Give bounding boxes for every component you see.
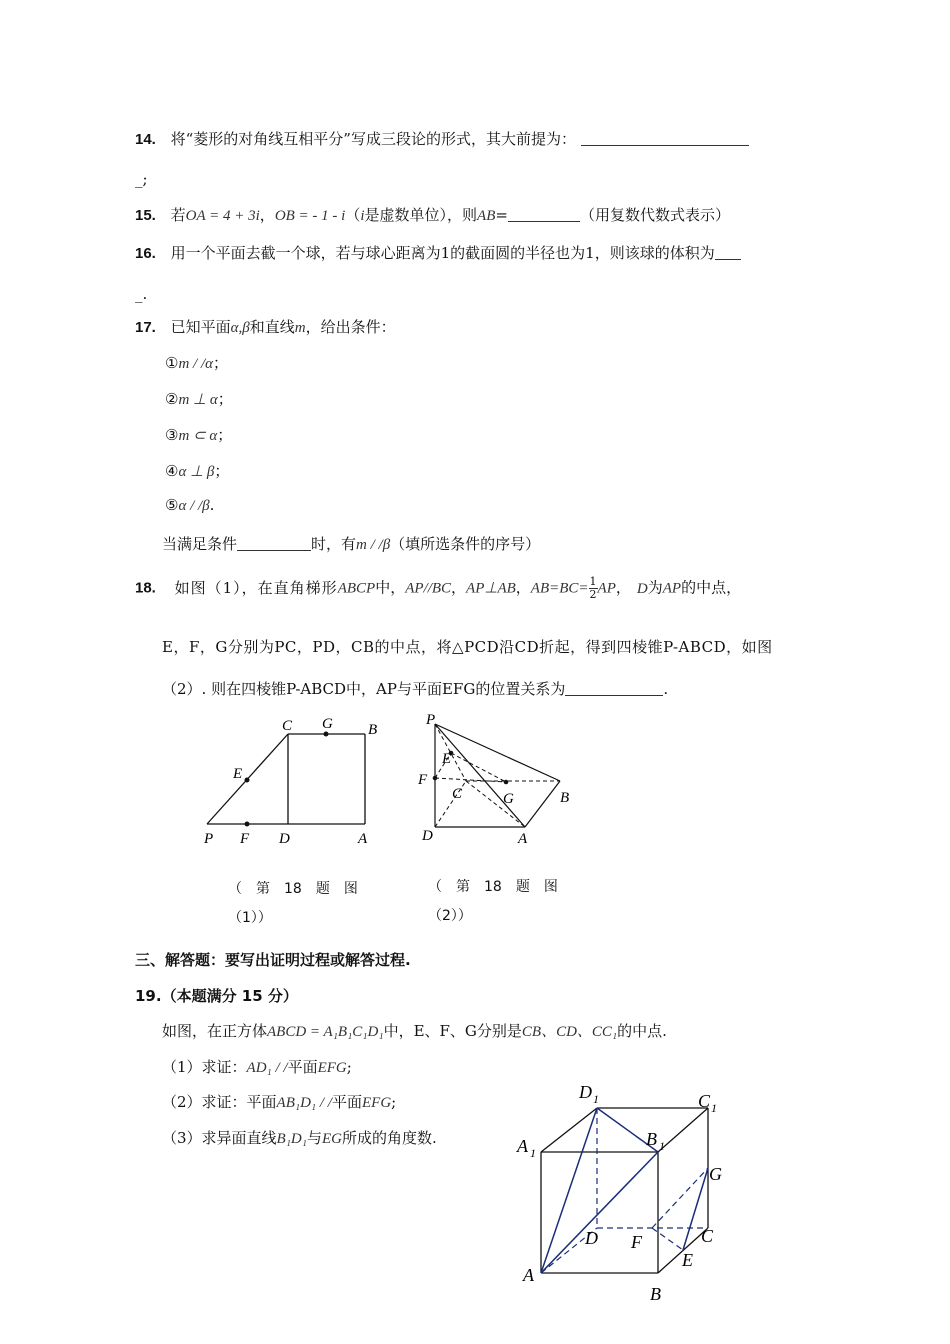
mark: ① xyxy=(165,354,179,372)
text: AB=BC= xyxy=(530,580,589,597)
answer-blank xyxy=(565,681,663,696)
caption-2a: （ 第 18 题 图 xyxy=(428,879,558,895)
caption-2b: （2）） xyxy=(428,908,472,924)
label-f: F xyxy=(418,772,428,788)
text: ， xyxy=(451,578,467,597)
text: ， xyxy=(615,578,631,597)
text: ，给出条件： xyxy=(305,318,396,336)
label-p: P xyxy=(204,831,214,847)
label-a1: A xyxy=(517,1136,528,1156)
label-c1: C xyxy=(698,1091,711,1111)
figure-19-cube xyxy=(505,1078,745,1308)
text: 平面 xyxy=(287,1058,318,1076)
text: 所成的角度数. xyxy=(342,1129,437,1147)
q17-tail xyxy=(162,533,540,554)
text: （用复数代数式表示） xyxy=(579,206,730,224)
section-title: 三、解答题：要写出证明过程或解答过程. xyxy=(135,951,411,969)
answer-blank xyxy=(237,536,311,551)
text: （填所选条件的序号） xyxy=(390,535,541,553)
condition-2 xyxy=(165,388,233,409)
text: 为 xyxy=(647,578,663,597)
expr: m / /α xyxy=(178,356,213,372)
denominator: 2 xyxy=(589,588,597,601)
end: ； xyxy=(214,462,230,480)
label-c: C xyxy=(282,718,293,734)
label-e: E xyxy=(682,1250,693,1270)
q18-line2: E，F，G分别为PC，PD，CB的中点，将△PCD沿CD折起，得到四棱锥P-ABCD，如图 xyxy=(162,638,773,656)
label-c: C xyxy=(701,1226,714,1246)
text: （ xyxy=(345,206,361,224)
label-g: G xyxy=(503,791,514,807)
text: 如图，在正方体 xyxy=(162,1022,268,1040)
expr: m ⊥ α xyxy=(178,392,218,408)
mark: ④ xyxy=(165,462,179,480)
text: （2）求证：平面 xyxy=(162,1093,277,1111)
text: 的中点， xyxy=(681,578,742,597)
text: AP⊥AB xyxy=(466,580,516,597)
text: 若 xyxy=(170,206,186,224)
text: . xyxy=(663,680,669,698)
label-c: C xyxy=(452,786,463,802)
question-text: 用一个平面去截一个球，若与球心距离为1的截面圆的半径也为1，则该球的体积为 xyxy=(170,244,715,262)
label-d: D xyxy=(422,828,433,844)
expr: AB₁D₁ / / xyxy=(276,1095,332,1111)
text: D xyxy=(636,580,648,597)
expr: EG xyxy=(322,1131,342,1147)
question-number: 17. xyxy=(135,319,156,336)
line-m: m xyxy=(294,320,306,336)
label-b: B xyxy=(650,1284,661,1304)
question-number: 16. xyxy=(135,245,156,262)
question-number: 15. xyxy=(135,207,156,224)
fraction xyxy=(589,576,598,601)
text: 的中点. xyxy=(617,1022,667,1040)
mark: ⑤ xyxy=(165,496,179,514)
answer-blank xyxy=(715,245,741,260)
expr: B₁D₁ xyxy=(276,1131,307,1147)
text: ; xyxy=(391,1093,397,1111)
text: （2）. 则在四棱锥P-ABCD中，AP与平面EFG的位置关系为 xyxy=(162,680,566,698)
expr: EFG xyxy=(362,1095,392,1111)
answer-blank xyxy=(581,131,749,146)
end: ； xyxy=(213,354,229,372)
label-sub: 1 xyxy=(711,1101,717,1115)
question-number: 18. xyxy=(135,579,156,597)
label-f: F xyxy=(240,831,250,847)
end: . xyxy=(209,496,215,514)
planes: α,β xyxy=(230,320,250,336)
question-number: 19. xyxy=(135,987,162,1005)
label-a: A xyxy=(523,1265,534,1285)
expr: EFG xyxy=(317,1060,347,1076)
question-number: 14. xyxy=(135,131,156,148)
text: 中， xyxy=(375,578,406,597)
text: 当满足条件 xyxy=(162,535,238,553)
q14-tail: _; xyxy=(135,170,148,188)
text: AP//BC xyxy=(405,580,452,597)
expr: AD₁ / / xyxy=(246,1060,288,1076)
label-d: D xyxy=(279,831,290,847)
text: AP xyxy=(597,580,616,597)
caption-1a: （ 第 18 题 图 xyxy=(228,881,358,897)
condition-5 xyxy=(165,496,214,515)
end: ； xyxy=(217,426,233,444)
label-sub: 1 xyxy=(530,1146,536,1160)
label-g: G xyxy=(322,716,333,732)
mark: ② xyxy=(165,390,179,408)
answer-blank xyxy=(508,207,580,222)
question-19 xyxy=(135,985,298,1006)
text: 时，有 xyxy=(311,535,357,553)
text: （3）求异面直线 xyxy=(162,1129,277,1147)
label-sub: 1 xyxy=(593,1092,599,1106)
text: 是虚数单位），则 xyxy=(364,206,478,224)
expr: ABCD = A₁B₁C₁D₁ xyxy=(267,1024,384,1040)
q18-line3 xyxy=(162,678,668,699)
question-17 xyxy=(135,316,396,337)
question-16 xyxy=(135,242,741,263)
text: ， xyxy=(515,578,531,597)
text: 和直线 xyxy=(249,318,295,336)
text: 中，E、F、G分别是 xyxy=(383,1022,522,1040)
label-b: B xyxy=(368,722,378,738)
expr: m ⊂ α xyxy=(178,428,218,444)
q19-intro xyxy=(162,1020,667,1041)
question-text: 将“菱形的对角线互相平分”写成三段论的形式，其大前提为： xyxy=(170,130,576,148)
text: （1）求证： xyxy=(162,1058,247,1076)
text: = xyxy=(495,206,508,224)
label-f: F xyxy=(631,1232,642,1252)
question-18 xyxy=(135,576,741,601)
vector-ab: AB xyxy=(477,208,496,224)
text: 已知平面 xyxy=(170,318,231,336)
label-d1: D xyxy=(579,1082,592,1102)
condition-1 xyxy=(165,352,228,373)
caption-1b: （1）） xyxy=(228,910,272,926)
text: ABCP xyxy=(337,580,376,597)
condition-4 xyxy=(165,460,229,481)
label-b1: B xyxy=(646,1129,657,1149)
label-d: D xyxy=(585,1228,598,1248)
condition-3 xyxy=(165,424,232,445)
label-e: E xyxy=(442,751,452,767)
expr: CB、CD、CC₁ xyxy=(521,1024,618,1040)
q16-tail: _. xyxy=(135,285,148,303)
q19-part3 xyxy=(162,1127,437,1148)
q19-part1 xyxy=(162,1056,352,1077)
numerator: 1 xyxy=(589,575,597,588)
question-14 xyxy=(135,128,749,149)
text: 与 xyxy=(306,1129,322,1147)
text: AP xyxy=(662,580,682,597)
text: ; xyxy=(346,1058,352,1076)
label-b: B xyxy=(560,790,570,806)
expr: α / /β xyxy=(178,498,210,514)
expr: m / /β xyxy=(356,537,391,553)
label-sub: 1 xyxy=(659,1139,665,1153)
text: 如图（1），在直角梯形 xyxy=(174,578,338,597)
end: ； xyxy=(217,390,233,408)
imag-unit: i xyxy=(360,208,365,224)
question-15 xyxy=(135,204,730,225)
figure-18-1 xyxy=(195,712,395,852)
q19-part2 xyxy=(162,1091,396,1112)
label-a: A xyxy=(358,831,368,847)
expr: α ⊥ β xyxy=(178,464,215,480)
label-e: E xyxy=(233,766,243,782)
score: （本题满分 15 分） xyxy=(161,987,298,1005)
vector-oa: OA = 4 + 3i xyxy=(185,208,260,224)
label-a: A xyxy=(518,831,528,847)
vector-ob: OB = - 1 - i xyxy=(274,208,346,224)
label-g: G xyxy=(709,1164,722,1184)
mark: ③ xyxy=(165,426,179,444)
label-p: P xyxy=(426,712,436,728)
text: 平面 xyxy=(331,1093,362,1111)
figure-18-2 xyxy=(412,710,587,850)
text: ， xyxy=(259,206,275,224)
